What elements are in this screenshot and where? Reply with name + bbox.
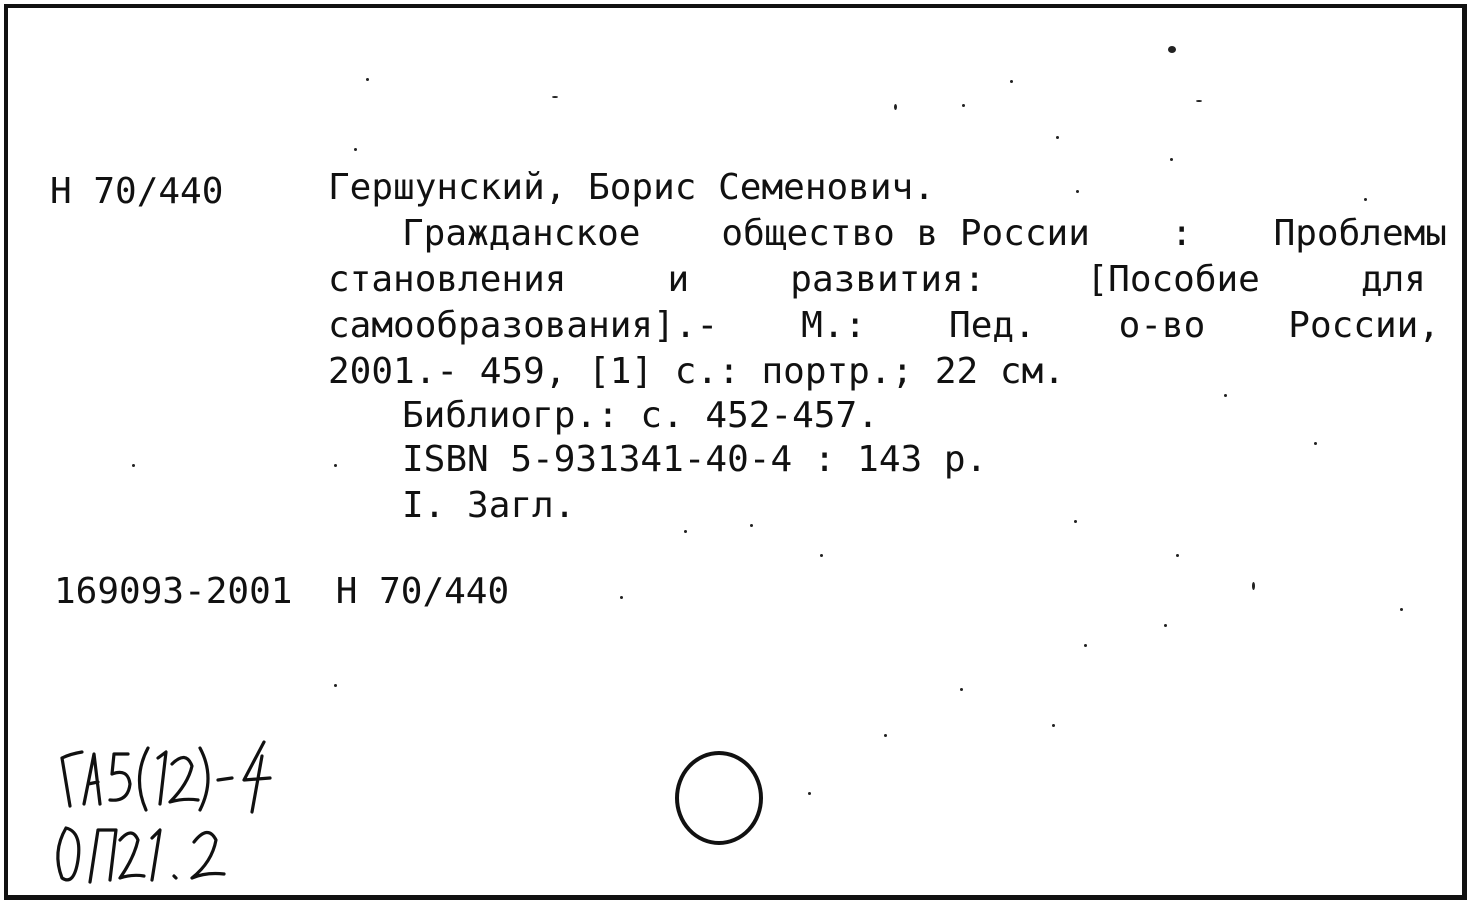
call-number: Н 70/440: [50, 171, 224, 212]
title-line-2-word: становления: [328, 259, 567, 300]
title-line-1-word: Проблемы: [1273, 213, 1447, 254]
scan-speck: [1196, 100, 1202, 102]
scan-speck: [1170, 158, 1173, 161]
isbn-line: ISBN 5-931341-40-4 : 143 р.: [402, 439, 988, 480]
title-line-2-word: и: [667, 259, 690, 300]
title-line-3-word: Пед.: [949, 305, 1036, 346]
scan-speck: [1314, 442, 1317, 445]
bibliography-note: Библиогр.: с. 452-457.: [402, 395, 879, 436]
scan-speck: [132, 464, 135, 467]
title-line-1-word: :: [1170, 213, 1193, 254]
title-line-2-word: для: [1360, 259, 1426, 300]
scan-speck: [1176, 554, 1179, 557]
title-line-3-word: России,: [1288, 305, 1440, 346]
title-line-3-word: самообразования].-: [328, 305, 719, 346]
title-line-1-word: Гражданское: [402, 213, 641, 254]
title-line-3-word: о-во: [1118, 305, 1206, 346]
scan-speck: [1252, 582, 1255, 590]
scan-speck: [1074, 520, 1077, 523]
scan-speck: [620, 596, 623, 599]
author-heading: Гершунский, Борис Семенович.: [328, 167, 935, 208]
handwritten-classification: [48, 728, 368, 898]
scan-speck: [334, 684, 337, 687]
scan-speck: [884, 734, 887, 737]
scan-speck: [1076, 190, 1079, 193]
scan-speck: [808, 792, 811, 795]
title-line-3-word: М.:: [801, 305, 867, 346]
title-line-3: [328, 305, 1440, 346]
title-line-2: [328, 259, 1426, 300]
scan-speck: [750, 524, 753, 527]
scan-speck: [1010, 80, 1013, 83]
scan-speck: [1168, 46, 1176, 53]
scan-speck: [894, 104, 897, 110]
scan-speck: [366, 78, 369, 81]
scan-speck: [962, 104, 965, 107]
title-line-1-word: общество в России: [721, 213, 1090, 254]
title-line-2-word: развития:: [790, 259, 986, 300]
scan-speck: [1056, 136, 1059, 139]
scan-speck: [1084, 644, 1087, 647]
scan-speck: [334, 464, 337, 467]
accession-number: 169093-2001 Н 70/440: [54, 571, 510, 612]
catalog-card: [4, 4, 1467, 900]
tracing-line: I. Загл.: [402, 485, 576, 526]
stamp-ring: [674, 748, 770, 848]
scan-speck: [1224, 394, 1227, 397]
title-line-2-word: [Пособие: [1086, 259, 1260, 300]
title-line-1: [402, 213, 1447, 254]
scan-speck: [960, 688, 963, 691]
scan-speck: [1364, 198, 1367, 201]
scan-speck: [684, 530, 687, 533]
scan-speck: [354, 148, 357, 151]
scan-speck: [820, 554, 823, 557]
scan-speck: [1052, 724, 1055, 727]
scan-speck: [1164, 624, 1167, 627]
imprint-line: 2001.- 459, [1] с.: портр.; 22 см.: [328, 351, 1065, 392]
scan-speck: [1400, 608, 1403, 611]
scan-speck: [552, 96, 558, 98]
